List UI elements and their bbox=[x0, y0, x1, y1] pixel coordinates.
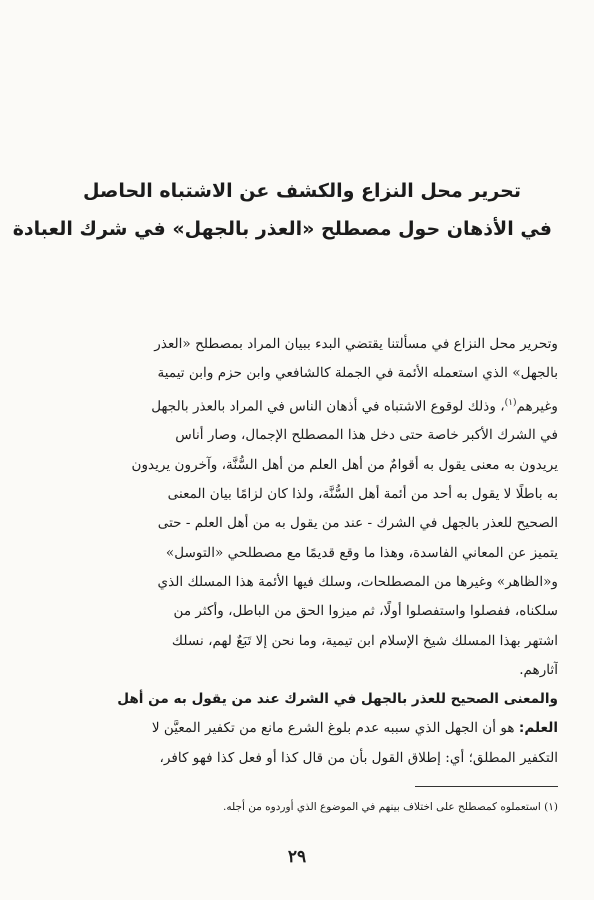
body-line: يتميز عن المعاني الفاسدة، وهذا ما وقع قديمًا مع مصطلحي «التوسل» bbox=[165, 544, 558, 561]
heading-line-2: في الأذهان حول مصطلح «العذر بالجهل» في شرك العبادة bbox=[12, 218, 552, 240]
footnote-divider bbox=[415, 786, 558, 787]
page-number: ٢٩ bbox=[287, 847, 307, 867]
body-line-end: ، وذلك لوقوع الاشتباه في أذهان الناس في المراد بالعذر بالجهل bbox=[151, 398, 505, 415]
footnote-marker: (١) bbox=[544, 801, 558, 813]
body-bold-term: العلم: bbox=[518, 720, 558, 737]
body-text bbox=[38, 330, 558, 773]
footnote-reference: (١) bbox=[504, 397, 517, 408]
footnote bbox=[38, 798, 558, 816]
body-line: اشتهر بهذا المسلك شيخ الإسلام ابن تيمية، وما نحن إلا تَبَعٌ لهم، نسلك bbox=[171, 632, 558, 649]
body-line: سلكناه، ففصلوا واستفصلوا أولًا، ثم ميزوا الحق من الباطل، وأكثر من bbox=[173, 603, 558, 620]
body-line bbox=[38, 389, 558, 422]
body-line: وتحرير محل النزاع في مسألتنا يقتضي البدء ببيان المراد بمصطلح «العذر bbox=[154, 336, 558, 352]
body-line: الصحيح للعذر بالجهل في الشرك - عند من يقول به من أهل العلم - حتى bbox=[157, 515, 558, 532]
body-bold-line: والمعنى الصحيح للعذر بالجهل في الشرك عند من يقول به من أهل bbox=[117, 691, 558, 708]
body-line: بالجهل» الذي استعمله الأئمة في الجملة كالشافعي وابن حزم وابن تيمية bbox=[157, 365, 558, 382]
body-line-start: وغيرهم bbox=[516, 398, 558, 415]
body-line-rest: هو أن الجهل الذي سببه عدم بلوغ الشرع مانع من تكفير المعيَّن لا bbox=[151, 720, 519, 737]
body-line: و«الظاهر» وغيرها من المصطلحات، وسلك فيها الأئمة هذا المسلك الذي bbox=[157, 573, 558, 590]
section-heading bbox=[12, 172, 552, 248]
heading-line-1: تحرير محل النزاع والكشف عن الاشتباه الحاصل bbox=[83, 180, 521, 202]
body-line bbox=[38, 714, 558, 743]
body-line: آثارهم. bbox=[519, 661, 558, 678]
body-line: به باطلًا لا يقول به أحد من أئمة أهل السُّنَّة، ولذا كان لزامًا بيان المعنى bbox=[167, 486, 558, 503]
body-line: التكفير المطلق؛ أي: إطلاق القول بأن من قال كذا أو فعل كذا فهو كافر، bbox=[159, 749, 558, 766]
body-line: يريدون به معنى يقول به أقوامٌ من أهل العلم من أهل السُّنَّة، وآخرون يريدون bbox=[131, 456, 558, 473]
body-line: في الشرك الأكبر خاصة حتى دخل هذا المصطلح الإجمال، وصار أناس bbox=[175, 427, 558, 444]
footnote-text: استعملوه كمصطلح على اختلاف بينهم في الموضوع الذي أوردوه من أجله. bbox=[223, 801, 541, 813]
